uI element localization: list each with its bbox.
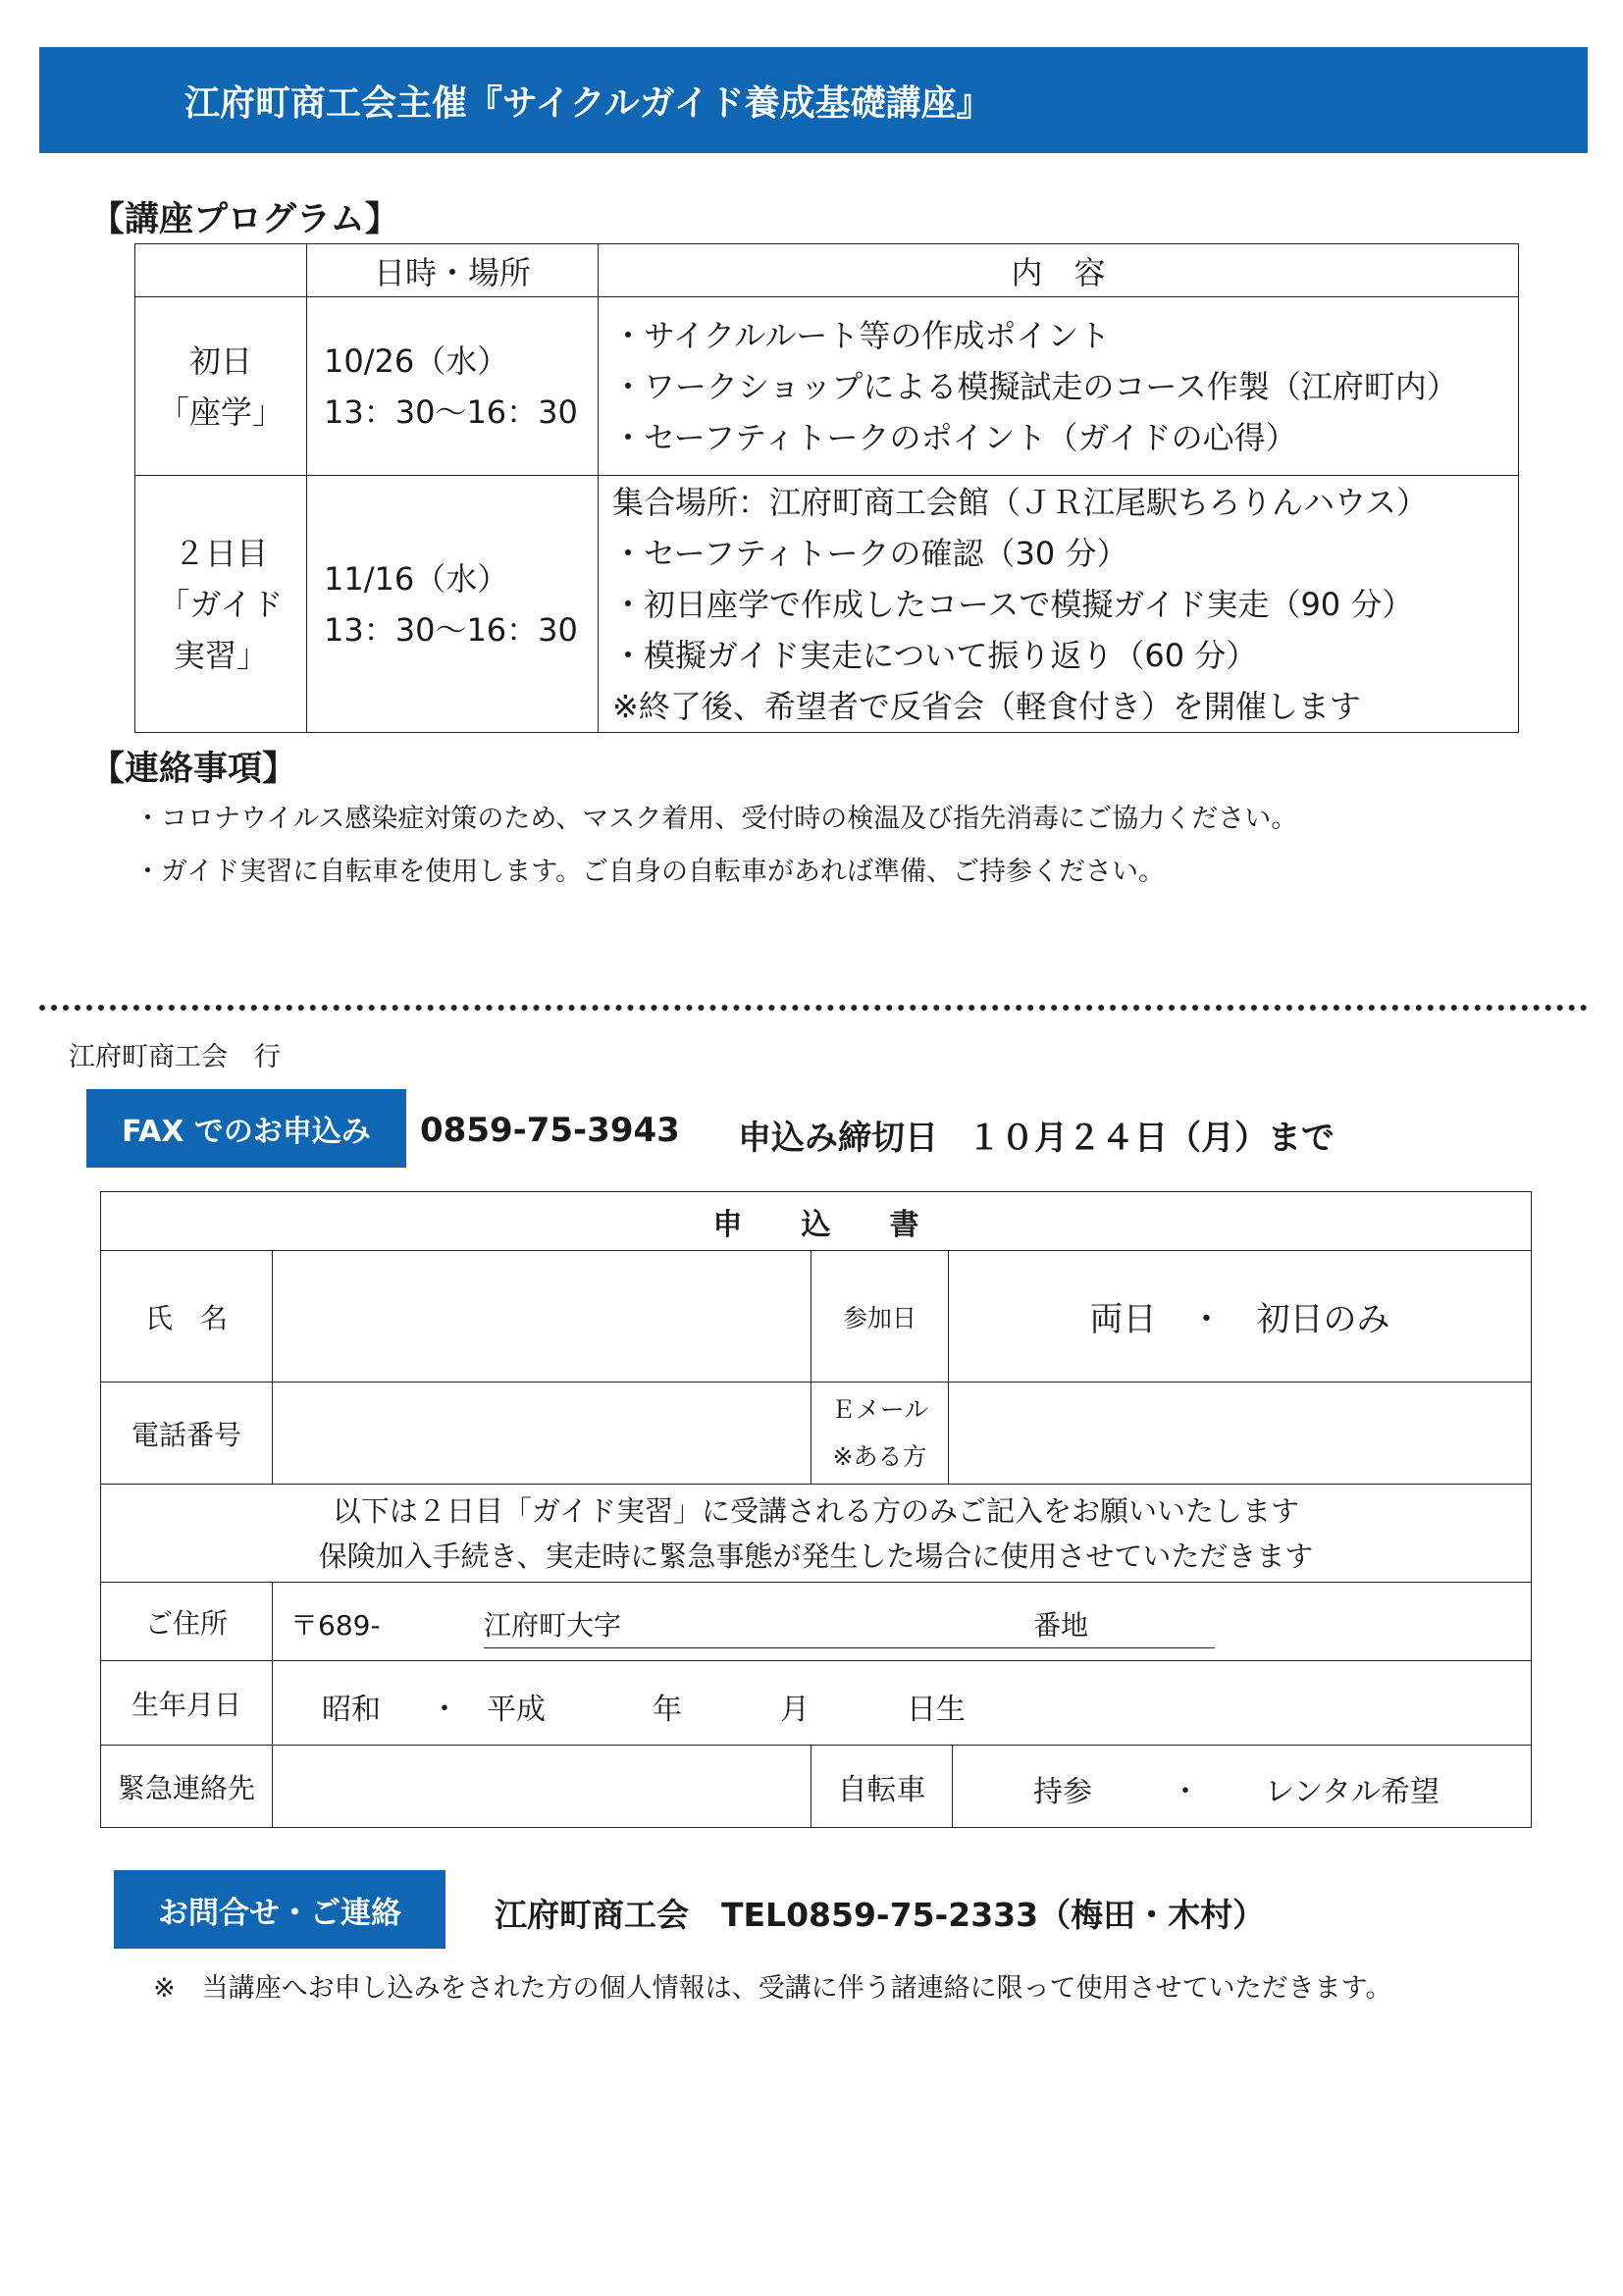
deadline-label: 申込み締切日	[738, 1119, 938, 1158]
form-row-address	[101, 1583, 1532, 1661]
program-row-day2	[135, 476, 1519, 733]
bike-label: 自転車	[812, 1746, 953, 1828]
era-separator: ・	[430, 1693, 459, 1727]
address-label: ご住所	[101, 1583, 273, 1661]
program-table	[134, 243, 1519, 733]
bike-own: 持参	[1033, 1775, 1092, 1809]
day2-item: ・初日座学で作成したコースで模擬ガイド実走（90 分）	[612, 585, 1414, 623]
day2-label	[135, 476, 307, 733]
attend-label: 参加日	[812, 1251, 949, 1383]
email-field[interactable]	[949, 1383, 1532, 1485]
address-underline	[484, 1604, 1215, 1648]
title-banner	[39, 47, 1588, 153]
header-blank	[135, 244, 307, 297]
bike-options[interactable]	[953, 1746, 1532, 1828]
day-label: 日生	[907, 1693, 966, 1727]
form-title-row	[101, 1192, 1532, 1251]
day1-datetime	[307, 297, 599, 476]
form-row-phone	[101, 1383, 1532, 1485]
bike-separator: ・	[1171, 1775, 1200, 1809]
notice-item: ・コロナウイルス感染症対策のため、マスク着用、受付時の検温及び指先消毒にご協力ください。	[134, 804, 1298, 834]
contact-text: 江府町商工会 TEL0859-75-2333（梅田・木村）	[495, 1896, 1266, 1934]
day1-label	[135, 297, 307, 476]
day2-label-line2: 「ガイド	[158, 585, 284, 623]
phone-field[interactable]	[273, 1383, 812, 1485]
note-line2: 保険加入手続き、実走時に緊急事態が発生した場合に使用させていただきます	[318, 1539, 1314, 1573]
postal-prefix: 〒689-	[290, 1609, 381, 1642]
program-heading: 【講座プログラム】	[90, 200, 399, 239]
form-row-emergency	[101, 1746, 1532, 1828]
phone-label: 電話番号	[101, 1383, 273, 1485]
day2-item: ・セーフティトークの確認（30 分）	[612, 534, 1128, 572]
era-showa: 昭和	[322, 1693, 381, 1727]
birth-label: 生年月日	[101, 1661, 273, 1746]
fax-badge: FAX でのお申込み	[86, 1089, 406, 1168]
day2-date: 11/16（水）	[324, 559, 509, 598]
deadline-date: １０月２４日（月）まで	[968, 1119, 1335, 1158]
form-row-name	[101, 1251, 1532, 1383]
form-title: 申 込 書	[101, 1192, 1532, 1251]
month-label: 月	[780, 1693, 810, 1727]
day1-item: ・ワークショップによる模擬試走のコース作製（江府町内）	[612, 367, 1458, 405]
cut-line	[39, 1005, 1588, 1011]
day2-label-line3: 実習」	[173, 636, 268, 674]
email-label	[812, 1383, 949, 1485]
day2-item: 集合場所：江府町商工会館（ＪＲ江尾駅ちろりんハウス）	[612, 483, 1429, 521]
day1-label-line2: 「座学」	[157, 392, 284, 431]
contact-badge: お問合せ・ご連絡	[114, 1870, 445, 1949]
day2-note	[101, 1485, 1532, 1583]
email-label-line2: ※ある方	[832, 1441, 927, 1471]
address-field[interactable]	[273, 1583, 1532, 1661]
day1-time: 13：30～16：30	[324, 392, 578, 431]
banner-title: 江府町商工会主催『サイクルガイド養成基礎講座』	[184, 82, 992, 124]
banchi-text: 番地	[1033, 1609, 1089, 1642]
attend-options[interactable]: 両日 ・ 初日のみ	[949, 1251, 1532, 1383]
era-heisei: 平成	[487, 1693, 546, 1727]
form-row-birth	[101, 1661, 1532, 1746]
fax-number: 0859-75-3943	[420, 1111, 680, 1150]
year-label: 年	[653, 1693, 682, 1727]
notices-heading: 【連絡事項】	[90, 750, 297, 789]
day2-content	[599, 476, 1519, 733]
town-text: 江府町大字	[484, 1609, 622, 1642]
application-form	[100, 1191, 1532, 1828]
header-content: 内 容	[599, 244, 1519, 297]
email-label-line1: Ｅメール	[830, 1394, 929, 1424]
emergency-field[interactable]	[273, 1746, 812, 1828]
name-field[interactable]	[273, 1251, 812, 1383]
name-label: 氏 名	[101, 1251, 273, 1383]
form-row-note	[101, 1485, 1532, 1583]
addressee: 江府町商工会 行	[69, 1042, 281, 1072]
day2-datetime	[307, 476, 599, 733]
bike-rent: レンタル希望	[1265, 1775, 1440, 1809]
day1-item: ・サイクルルート等の作成ポイント	[612, 316, 1111, 354]
day2-time: 13：30～16：30	[324, 610, 578, 649]
day2-label-line1: ２日目	[173, 534, 268, 572]
notices-list	[134, 793, 1297, 899]
program-row-day1	[135, 297, 1519, 476]
day1-label-line1: 初日	[188, 341, 252, 380]
day1-date: 10/26（水）	[324, 341, 509, 380]
program-header-row	[135, 244, 1519, 297]
day1-item: ・セーフティトークのポイント（ガイドの心得）	[612, 418, 1297, 456]
emergency-label: 緊急連絡先	[101, 1746, 273, 1828]
privacy-note: ※ 当講座へお申し込みをされた方の個人情報は、受講に伴う諸連絡に限って使用させていただきます。	[153, 1973, 1392, 2004]
note-line1: 以下は２日目「ガイド実習」に受講される方のみご記入をお願いいたします	[332, 1493, 1300, 1528]
day1-content	[599, 297, 1519, 476]
notice-item: ・ガイド実習に自転車を使用します。ご自身の自転車があれば準備、ご持参ください。	[134, 857, 1166, 887]
birth-field[interactable]	[273, 1661, 1532, 1746]
day2-item: ※終了後、希望者で反省会（軽食付き）を開催します	[612, 687, 1361, 725]
header-datetime: 日時・場所	[307, 244, 599, 297]
day2-item: ・模擬ガイド実走について振り返り（60 分）	[612, 636, 1258, 674]
